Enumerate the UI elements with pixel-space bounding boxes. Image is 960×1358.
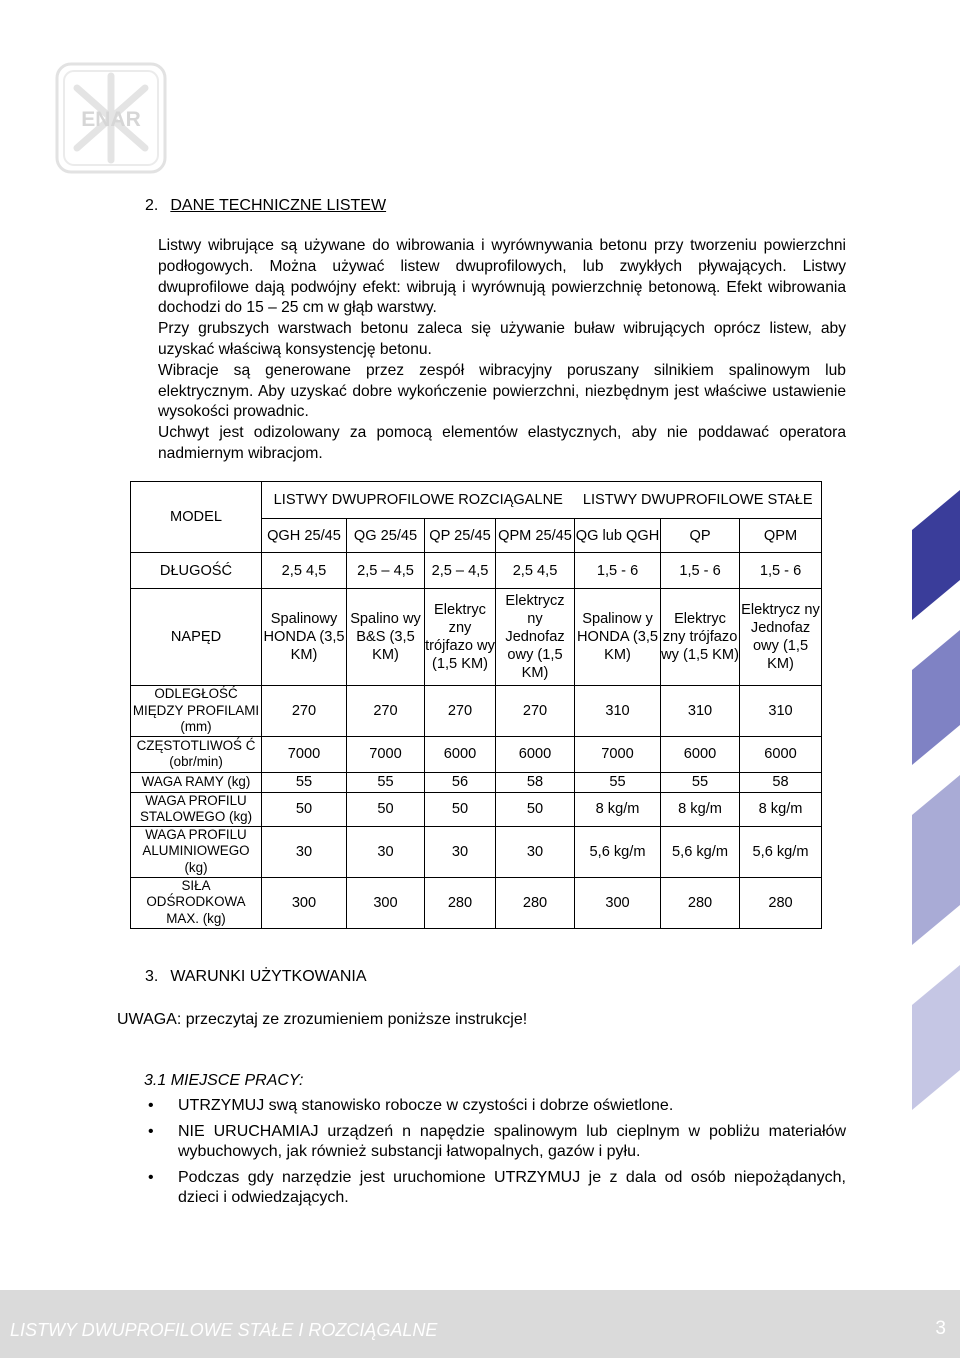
value-cell: 8 kg/m <box>740 792 822 826</box>
model-cell: QP 25/45 <box>425 519 496 553</box>
value-cell: 270 <box>347 686 425 737</box>
value-cell: 2,5 4,5 <box>262 553 347 589</box>
list-item-text: UTRZYMUJ swą stanowisko robocze w czystości i dobrze oświetlone. <box>178 1097 674 1114</box>
table-row <box>131 826 822 877</box>
value-cell: 8 kg/m <box>661 792 740 826</box>
section-2-heading <box>145 197 386 215</box>
model-label: MODEL <box>131 482 262 553</box>
value-cell: 280 <box>425 877 496 928</box>
value-cell: 56 <box>425 772 496 792</box>
value-cell: 50 <box>425 792 496 826</box>
model-cell: QPM <box>740 519 822 553</box>
value-cell: 280 <box>740 877 822 928</box>
table-row <box>131 589 822 686</box>
subsection-title: 3.1 MIEJSCE PRACY: <box>144 1072 304 1089</box>
bullet-icon: • <box>148 1122 154 1140</box>
value-cell: 300 <box>347 877 425 928</box>
section-3-title: WARUNKI UŻYTKOWANIA <box>170 968 367 985</box>
row-label: WAGA RAMY (kg) <box>131 772 262 792</box>
value-cell: 270 <box>262 686 347 737</box>
value-cell: 300 <box>575 877 661 928</box>
paragraph: Listwy wibrujące są używane do wibrowania i wyrównywania betonu przy tworzeniu powierzchni podłogowych. Można używać listew dwuprofilowych, lub zwykłych pływających. Listwy dwuprofilowe dają podwójny efekt: wibrują i wyrównują powierzchnię betonową. Efekt wibrowania dochodzi do 15 – 25 cm w głąb warstwy. <box>158 237 846 317</box>
table-row <box>131 736 822 772</box>
value-cell: 2,5 4,5 <box>496 553 575 589</box>
row-label: CZĘSTOTLIWOŚ Ć (obr/min) <box>131 736 262 772</box>
value-cell: 7000 <box>575 736 661 772</box>
table-row <box>131 553 822 589</box>
paragraph: Uchwyt jest odizolowany za pomocą elementów elastycznych, aby nie poddawać operatora nadmiernym wibracjom. <box>158 424 846 462</box>
value-cell: 50 <box>496 792 575 826</box>
model-cell: QG lub QGH <box>575 519 661 553</box>
model-cell: QGH 25/45 <box>262 519 347 553</box>
value-cell: 55 <box>347 772 425 792</box>
value-cell: 310 <box>740 686 822 737</box>
value-cell: 7000 <box>262 736 347 772</box>
section-3-heading <box>145 968 367 986</box>
value-cell: 50 <box>347 792 425 826</box>
row-label: ODLEGŁOŚĆ MIĘDZY PROFILAMI (mm) <box>131 686 262 737</box>
row-label: SIŁA ODŚRODKOWA MAX. (kg) <box>131 877 262 928</box>
section-2-number: 2. <box>145 197 159 214</box>
value-cell: 300 <box>262 877 347 928</box>
value-cell: 280 <box>661 877 740 928</box>
warning-text: UWAGA: przeczytaj ze zrozumieniem poniższe instrukcje! <box>117 1011 528 1028</box>
value-cell: 1,5 - 6 <box>575 553 661 589</box>
decorative-stripes <box>912 0 960 1290</box>
value-cell: 6000 <box>496 736 575 772</box>
table-row <box>131 877 822 928</box>
paragraph: Wibracje są generowane przez zespół wibracyjny poruszany silnikiem spalinowym lub elektrycznym. Aby uzyskać dobre wykończenie powierzchni, niezbędnym jest właściwe ustawienie wysokości prowadnic. <box>158 361 846 421</box>
model-cell: QP <box>661 519 740 553</box>
group-header-extendable: LISTWY DWUPROFILOWE ROZCIĄGALNE <box>262 482 575 519</box>
value-cell: Elektrycz ny Jednofaz owy (1,5 KM) <box>740 589 822 686</box>
rules-list <box>148 1096 846 1214</box>
value-cell: 30 <box>347 826 425 877</box>
list-item-text: Podczas gdy narzędzie jest uruchomione UTRZYMUJ je z dala od osób niepożądanych, dzieci i odwiedzających. <box>178 1168 846 1207</box>
value-cell: 30 <box>496 826 575 877</box>
value-cell: 8 kg/m <box>575 792 661 826</box>
value-cell: Spalino wy B&S (3,5 KM) <box>347 589 425 686</box>
value-cell: 55 <box>575 772 661 792</box>
list-item <box>148 1168 846 1209</box>
value-cell: 310 <box>575 686 661 737</box>
value-cell: 50 <box>262 792 347 826</box>
value-cell: 1,5 - 6 <box>740 553 822 589</box>
value-cell: 2,5 – 4,5 <box>425 553 496 589</box>
model-cell: QG 25/45 <box>347 519 425 553</box>
value-cell: 30 <box>425 826 496 877</box>
page-footer <box>0 1290 960 1358</box>
value-cell: Elektryc zny trójfazo wy (1,5 KM) <box>661 589 740 686</box>
row-label: WAGA PROFILU ALUMINIOWEGO (kg) <box>131 826 262 877</box>
model-cell: QPM 25/45 <box>496 519 575 553</box>
value-cell: Elektrycz ny Jednofaz owy (1,5 KM) <box>496 589 575 686</box>
value-cell: 5,6 kg/m <box>575 826 661 877</box>
value-cell: 6000 <box>425 736 496 772</box>
value-cell: 5,6 kg/m <box>740 826 822 877</box>
section-2-title: DANE TECHNICZNE LISTEW <box>170 197 387 214</box>
page-number: 3 <box>935 1318 946 1339</box>
logo-text: ENAR <box>81 108 141 131</box>
value-cell: Spalinow y HONDA (3,5 KM) <box>575 589 661 686</box>
row-label: DŁUGOŚĆ <box>131 553 262 589</box>
value-cell: Spalinowy HONDA (3,5 KM) <box>262 589 347 686</box>
row-label: NAPĘD <box>131 589 262 686</box>
value-cell: 58 <box>496 772 575 792</box>
value-cell: 5,6 kg/m <box>661 826 740 877</box>
group-header-fixed: LISTWY DWUPROFILOWE STAŁE <box>575 482 822 519</box>
footer-title: LISTWY DWUPROFILOWE STAŁE I ROZCIĄGALNE <box>10 1320 438 1340</box>
value-cell: 2,5 – 4,5 <box>347 553 425 589</box>
bullet-icon: • <box>148 1097 154 1114</box>
value-cell: 280 <box>496 877 575 928</box>
bullet-icon: • <box>148 1168 154 1186</box>
row-label: WAGA PROFILU STALOWEGO (kg) <box>131 792 262 826</box>
table-row <box>131 792 822 826</box>
paragraph: Przy grubszych warstwach betonu zaleca się używanie buław wibrujących oprócz listew, aby uzyskać właściwą konsystencję betonu. <box>158 320 846 358</box>
table-row <box>131 686 822 737</box>
value-cell: 310 <box>661 686 740 737</box>
value-cell: 270 <box>496 686 575 737</box>
intro-text <box>158 236 846 465</box>
value-cell: 270 <box>425 686 496 737</box>
value-cell: 1,5 - 6 <box>661 553 740 589</box>
value-cell: 7000 <box>347 736 425 772</box>
list-item <box>148 1122 846 1163</box>
company-logo <box>55 62 167 174</box>
value-cell: 55 <box>661 772 740 792</box>
list-item-text: NIE URUCHAMIAJ urządzeń n napędzie spalinowym lub cieplnym w pobliżu materiałów wybuchowych, jak również substancji łatwopalnych, gazów i pyłu. <box>178 1122 846 1161</box>
value-cell: 6000 <box>740 736 822 772</box>
value-cell: 30 <box>262 826 347 877</box>
value-cell: 6000 <box>661 736 740 772</box>
section-3-number: 3. <box>145 968 159 985</box>
list-item <box>148 1096 846 1117</box>
value-cell: 58 <box>740 772 822 792</box>
value-cell: 55 <box>262 772 347 792</box>
table-row <box>131 772 822 792</box>
value-cell: Elektryc zny trójfazo wy (1,5 KM) <box>425 589 496 686</box>
technical-data-table <box>130 481 822 929</box>
